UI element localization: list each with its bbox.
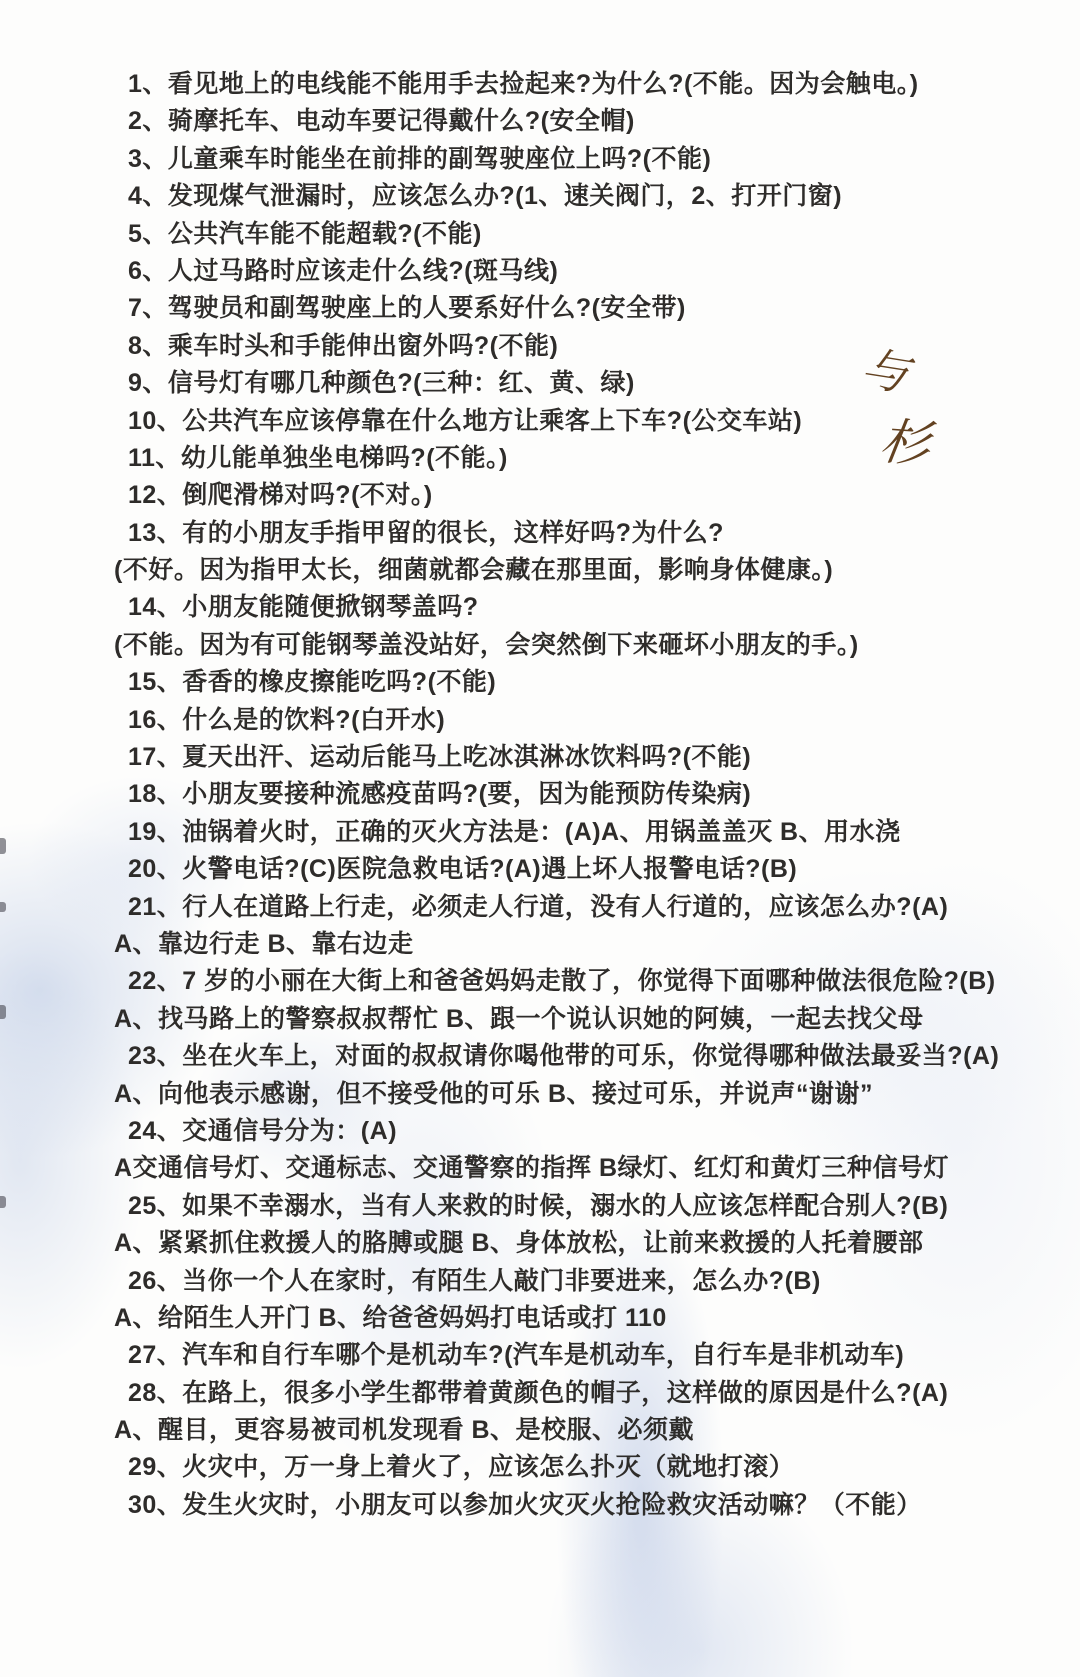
question-line: 11、幼儿能单独坐电梯吗?(不能。) bbox=[128, 443, 508, 472]
question-line: 15、香香的橡皮擦能吃吗?(不能) bbox=[128, 668, 497, 697]
question-line: 10、公共汽车应该停靠在什么地方让乘客上下车?(公交车站) bbox=[128, 406, 803, 435]
question-line: 22、7 岁的小丽在大街上和爸爸妈妈走散了，你觉得下面哪种做法很危险?(B) bbox=[128, 967, 996, 996]
question-line: 7、驾驶员和副驾驶座上的人要系好什么?(安全带) bbox=[128, 294, 686, 323]
question-line: 1、看见地上的电线能不能用手去捡起来?为什么?(不能。因为会触电。) bbox=[128, 70, 919, 98]
question-line: 26、当你一个人在家时，有陌生人敲门非要进来，怎么办?(B) bbox=[128, 1266, 821, 1295]
question-line: 14、小朋友能随便掀钢琴盖吗? bbox=[128, 593, 479, 622]
question-line: 23、坐在火车上，对面的叔叔请你喝他带的可乐，你觉得哪种做法最妥当?(A) bbox=[128, 1042, 1000, 1071]
question-line: 17、夏天出汗、运动后能马上吃冰淇淋冰饮料吗?(不能) bbox=[128, 743, 752, 772]
question-line: 3、儿童乘车时能坐在前排的副驾驶座位上吗?(不能) bbox=[128, 144, 712, 173]
answer-line: A、醒目，更容易被司机发现看 B、是校服、必须戴 bbox=[114, 1416, 695, 1445]
answer-line: A、靠边行走 B、靠右边走 bbox=[114, 929, 414, 958]
question-line: 16、什么是的饮料?(白开水) bbox=[128, 705, 446, 734]
question-line: 25、如果不幸溺水，当有人来救的时候，溺水的人应该怎样配合别人?(B) bbox=[128, 1191, 949, 1220]
answer-line: (不能。因为有可能钢琴盖没站好，会突然倒下来砸坏小朋友的手。) bbox=[114, 630, 859, 659]
question-line: 9、信号灯有哪几种颜色?(三种：红、黄、绿) bbox=[128, 369, 635, 398]
scan-edge-artifact bbox=[0, 1005, 6, 1019]
question-line: 27、汽车和自行车哪个是机动车?(汽车是机动车，自行车是非机动车) bbox=[128, 1341, 905, 1370]
question-line: 28、在路上，很多小学生都带着黄颜色的帽子，这样做的原因是什么?(A) bbox=[128, 1378, 949, 1407]
scan-edge-artifact bbox=[0, 1196, 6, 1208]
handwritten-mark-1: 与 bbox=[855, 342, 915, 400]
question-line: 20、火警电话?(C)医院急救电话?(A)遇上坏人报警电话?(B) bbox=[128, 855, 798, 884]
scan-edge-artifact bbox=[0, 838, 6, 854]
scan-edge-artifact bbox=[0, 902, 6, 912]
question-line: 19、油锅着火时，正确的灭火方法是：(A)A、用锅盖盖灭 B、用水浇 bbox=[128, 817, 901, 846]
answer-line: A、向他表示感谢，但不接受他的可乐 B、接过可乐，并说声“谢谢” bbox=[114, 1079, 874, 1108]
question-line: 4、发现煤气泄漏时，应该怎么办?(1、速关阀门，2、打开门窗) bbox=[128, 182, 843, 211]
question-line: 21、行人在道路上行走，必须走人行道，没有人行道的，应该怎么办?(A) bbox=[128, 892, 949, 921]
question-line: 2、骑摩托车、电动车要记得戴什么?(安全帽) bbox=[128, 107, 635, 136]
handwritten-mark-2: 杉 bbox=[876, 413, 934, 473]
answer-line: A、紧紧抓住救援人的胳膊或腿 B、身体放松，让前来救援的人托着腰部 bbox=[114, 1229, 924, 1258]
question-list bbox=[0, 66, 1080, 1524]
question-line: 12、倒爬滑梯对吗?(不对。) bbox=[128, 481, 433, 510]
answer-line: A、给陌生人开门 B、给爸爸妈妈打电话或打 110 bbox=[114, 1303, 667, 1332]
question-line: 13、有的小朋友手指甲留的很长，这样好吗?为什么? bbox=[128, 518, 724, 547]
answer-line: A交通信号灯、交通标志、交通警察的指挥 B绿灯、红灯和黄灯三种信号灯 bbox=[114, 1154, 950, 1183]
question-line: 6、人过马路时应该走什么线?(斑马线) bbox=[128, 256, 559, 285]
answer-line: (不好。因为指甲太长，细菌就都会藏在那里面，影响身体健康。) bbox=[114, 556, 834, 585]
question-line: 24、交通信号分为：(A) bbox=[128, 1116, 398, 1145]
question-line: 8、乘车时头和手能伸出窗外吗?(不能) bbox=[128, 331, 559, 360]
question-line: 5、公共汽车能不能超载?(不能) bbox=[128, 219, 482, 248]
question-line: 30、发生火灾时，小朋友可以参加火灾灭火抢险救灾活动嘛？（不能） bbox=[128, 1490, 922, 1519]
question-line: 29、火灾中，万一身上着火了，应该怎么扑灭（就地打滚） bbox=[128, 1453, 795, 1482]
question-line: 18、小朋友要接种流感疫苗吗?(要，因为能预防传染病) bbox=[128, 780, 752, 809]
answer-line: A、找马路上的警察叔叔帮忙 B、跟一个说认识她的阿姨，一起去找父母 bbox=[114, 1004, 924, 1033]
